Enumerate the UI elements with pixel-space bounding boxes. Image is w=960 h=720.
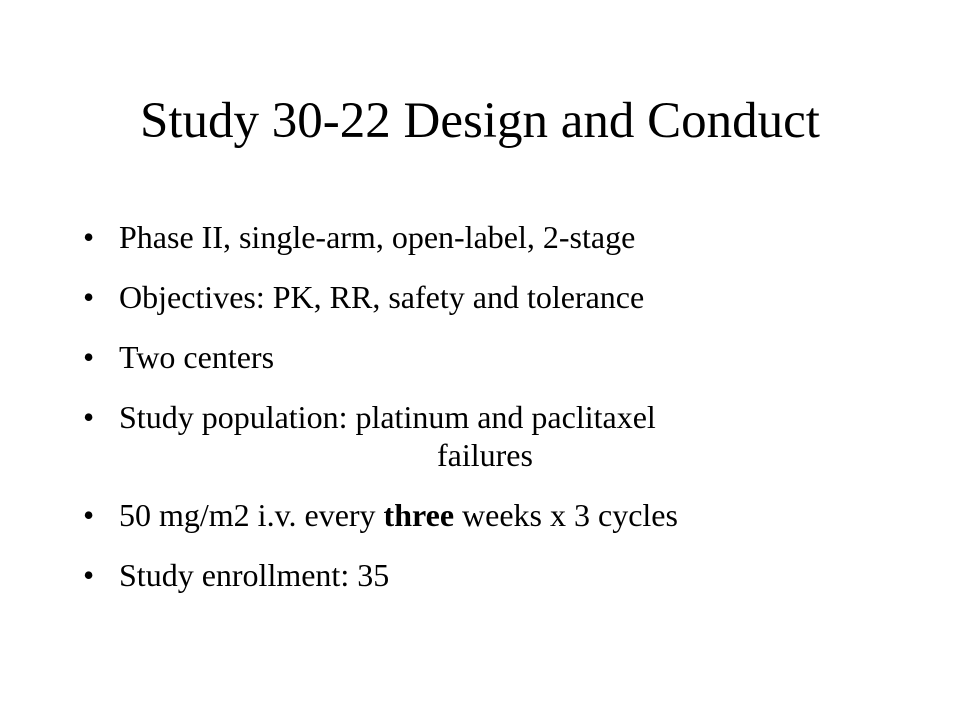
slide-title: Study 30-22 Design and Conduct bbox=[140, 93, 820, 149]
bullet-list bbox=[83, 218, 903, 616]
bullet-text-before: 50 mg/m2 i.v. every bbox=[119, 497, 384, 533]
bullet-item-objectives bbox=[83, 278, 903, 316]
bullet-item-population bbox=[83, 398, 903, 474]
bullet-item-centers bbox=[83, 338, 903, 376]
bullet-item-design bbox=[83, 218, 903, 256]
bullet-text: Study population: platinum and paclitaxel bbox=[119, 399, 656, 435]
bullet-dot-icon: • bbox=[83, 219, 95, 255]
bullet-text: Study enrollment: 35 bbox=[119, 557, 390, 593]
bullet-item-enrollment bbox=[83, 556, 903, 594]
bullet-dot-icon: • bbox=[83, 399, 95, 435]
bullet-dot-icon: • bbox=[83, 557, 95, 593]
bullet-text: Objectives: PK, RR, safety and tolerance bbox=[119, 279, 645, 315]
bullet-text: Two centers bbox=[119, 339, 275, 375]
bullet-item-dosing bbox=[83, 496, 903, 534]
bullet-text-bold: three bbox=[383, 497, 455, 533]
bullet-dot-icon: • bbox=[83, 279, 95, 315]
bullet-dot-icon: • bbox=[83, 497, 95, 533]
bullet-continuation-text: failures bbox=[437, 437, 533, 473]
bullet-text: Phase II, single-arm, open-label, 2-stage bbox=[119, 219, 636, 255]
bullet-dot-icon: • bbox=[83, 339, 95, 375]
bullet-text-after: weeks x 3 cycles bbox=[454, 497, 678, 533]
